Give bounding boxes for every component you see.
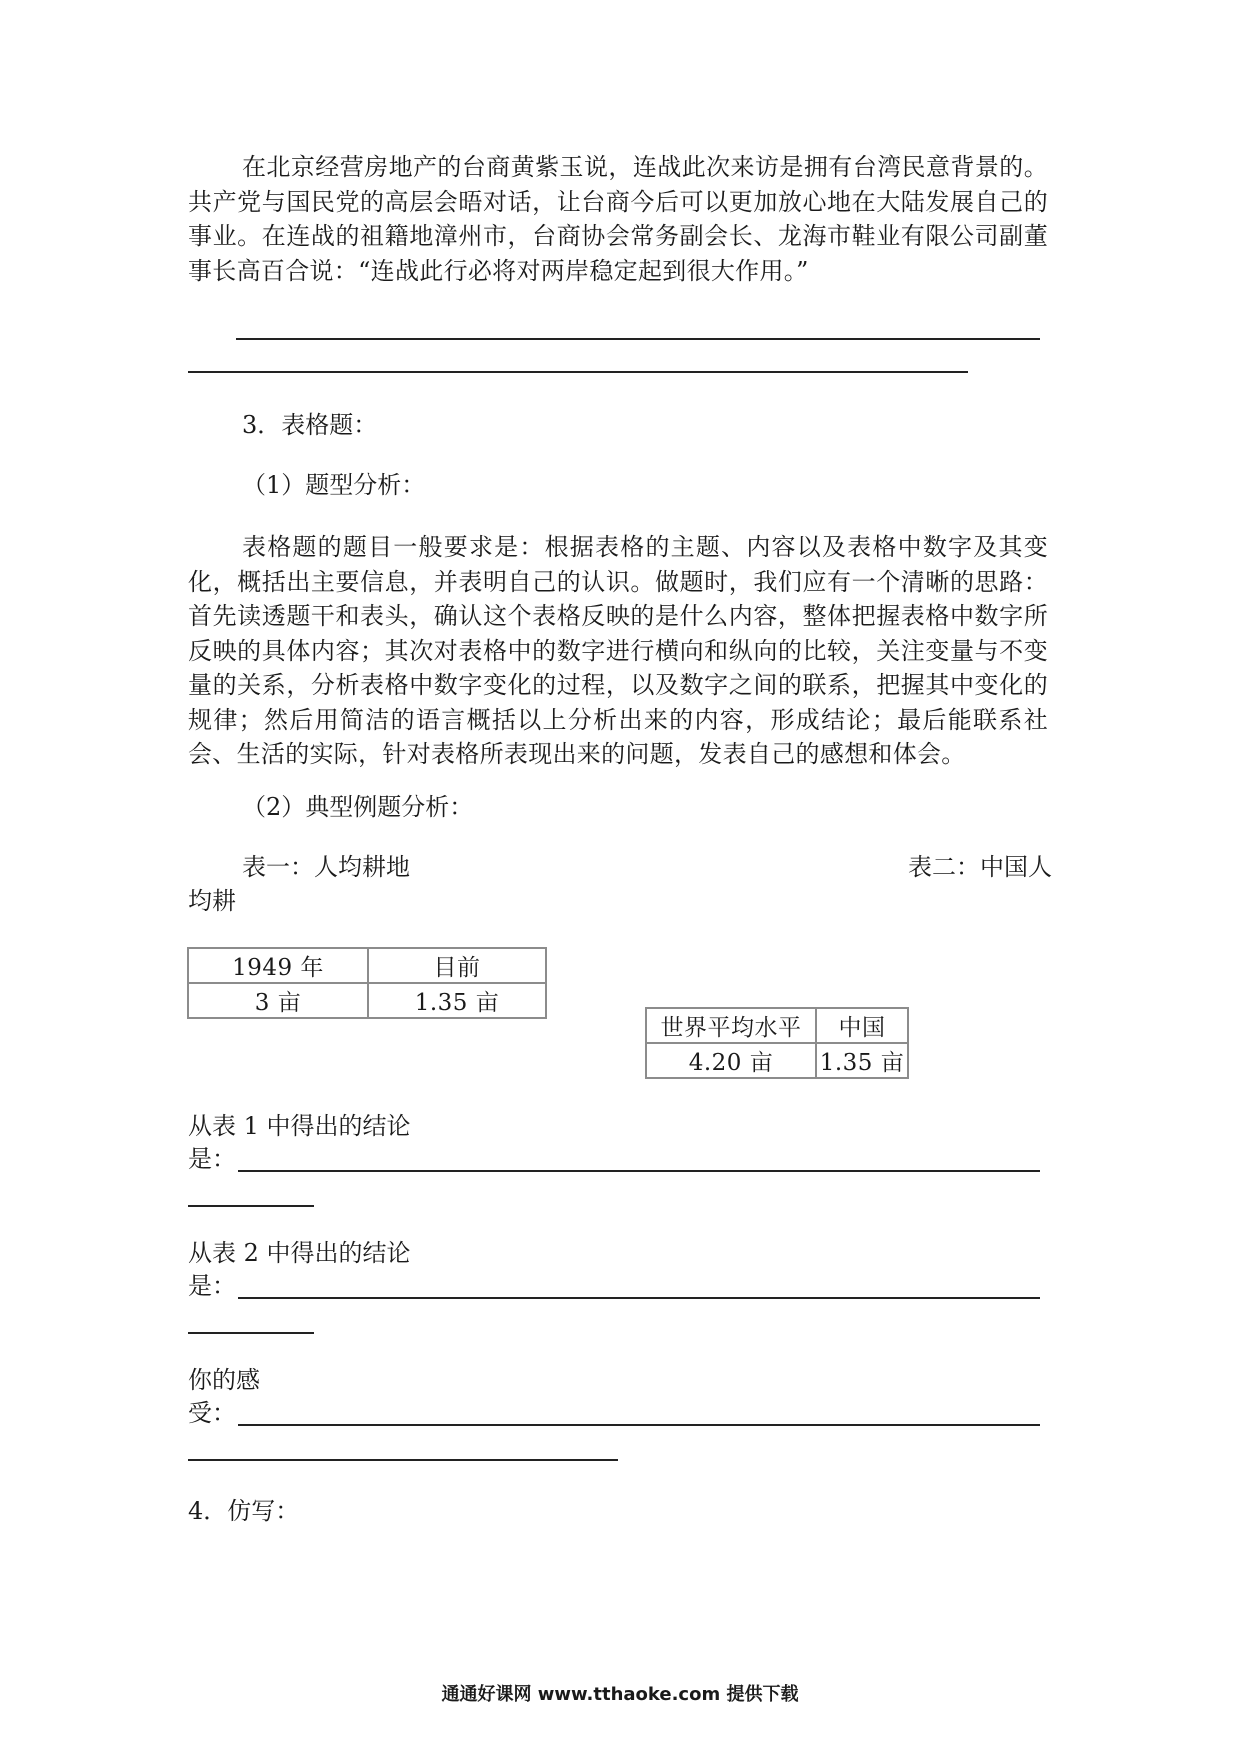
table2-caption: 表二：中国人 [908, 853, 1052, 881]
subheading-1: （1）题型分析： [242, 471, 426, 499]
question-3-label: 你的感 [188, 1366, 260, 1394]
paragraph-table-question-analysis: 表格题的题目一般要求是：根据表格的主题、内容以及表格中数字及其变化，概括出主要信息，并表明自己的认识。做题时，我们应有一个清晰的思路：首先读透题干和表头，确认这个表格反映的是什么内容，整体把握表格中数字所反映的具体内容；其次对表格中的数字进行横向和纵向的比较，关注变量与不变量的关系，分析表格中数字变化的过程，以及数字之间的联系，把握其中变化的规律；然后用简洁的语言概括以上分析出来的内容，形成结论；最后能联系社会、生活的实际，针对表格所表现出来的问题，发表自己的感想和体会。 [188, 533, 1048, 768]
answer-line [188, 1459, 618, 1461]
question-2-label: 从表 2 中得出的结论 [188, 1239, 411, 1267]
answer-line [188, 1332, 314, 1334]
table2-caption-continued: 均耕 [188, 887, 236, 915]
question-3-label-end: 受： [188, 1399, 236, 1427]
table1-header-cell: 目前 [368, 948, 546, 983]
answer-line [236, 338, 1040, 340]
answer-line [188, 1205, 314, 1207]
table1-caption: 表一：人均耕地 [242, 853, 410, 881]
table1-value-cell: 1.35 亩 [368, 983, 546, 1018]
table2-header-cell: 世界平均水平 [646, 1008, 816, 1043]
table1-value-cell: 3 亩 [188, 983, 368, 1018]
table-china-vs-world-land [645, 1007, 909, 1079]
question-2-label-end: 是： [188, 1272, 236, 1300]
subheading-2: （2）典型例题分析： [242, 793, 474, 821]
table2-value-cell: 4.20 亩 [646, 1043, 816, 1078]
answer-line [238, 1424, 1040, 1426]
question-1-label: 从表 1 中得出的结论 [188, 1112, 411, 1140]
table2-header-cell: 中国 [816, 1008, 908, 1043]
table2-value-cell: 1.35 亩 [816, 1043, 908, 1078]
table-per-capita-land [187, 947, 547, 1019]
section-heading-4: 4．仿写： [188, 1497, 300, 1525]
answer-line [238, 1170, 1040, 1172]
footer-credit: 通通好课网 www.tthaoke.com 提供下载 [441, 1684, 799, 1705]
section-heading-3: 3．表格题： [242, 411, 378, 439]
question-1-label-end: 是： [188, 1145, 236, 1173]
paragraph-taishang-quote: 在北京经营房地产的台商黄紫玉说，连战此次来访是拥有台湾民意背景的。共产党与国民党的高层会晤对话，让台商今后可以更加放心地在大陆发展自己的事业。在连战的祖籍地漳州市，台商协会常务副会长、龙海市鞋业有限公司副董事长高百合说：“连战此行必将对两岸稳定起到很大作用。” [188, 153, 1048, 285]
answer-line [238, 1297, 1040, 1299]
answer-line [188, 371, 968, 373]
table1-header-cell: 1949 年 [188, 948, 368, 983]
